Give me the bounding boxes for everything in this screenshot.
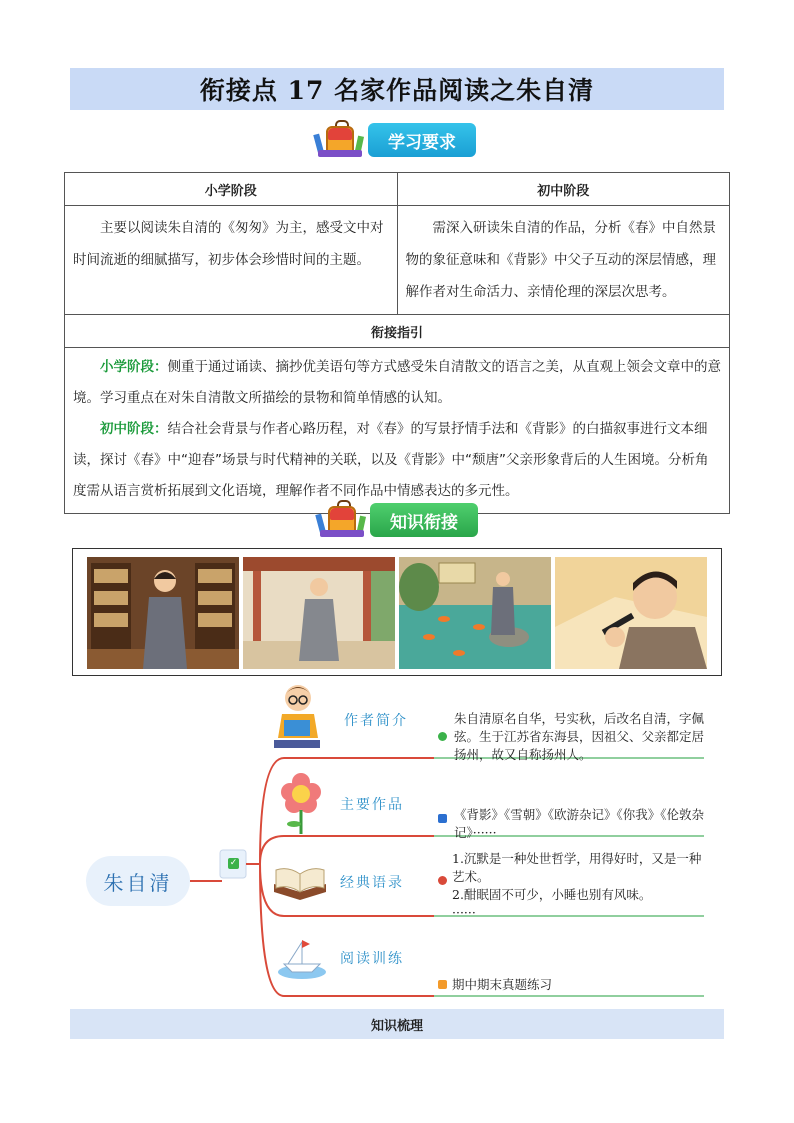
paper-boat-icon xyxy=(276,936,328,980)
branch-label-training: 阅读训练 xyxy=(340,951,404,967)
quotes-text: 1.沉默是一种处世哲学，用得好时，又是一种艺术。 2.酣眠固不可少，小睡也别有风味。 ······ xyxy=(452,851,702,920)
open-book-icon xyxy=(270,862,330,902)
section-label-knowledge: 知识衔接 xyxy=(370,503,478,537)
page-title-bar xyxy=(70,68,724,110)
guide-content xyxy=(65,348,730,514)
reading-boy-icon xyxy=(268,680,326,750)
footer-title: 知识梳理 xyxy=(370,1018,423,1034)
mindmap xyxy=(64,676,734,1006)
illustration-gallery xyxy=(72,548,722,676)
training-bullet-icon xyxy=(438,980,447,989)
page-title: 衔接点 17 名家作品阅读之朱自清 xyxy=(199,76,595,105)
author-bullet-icon xyxy=(438,732,447,741)
illustration-corridor xyxy=(243,557,395,669)
schoolbag-icon xyxy=(314,120,364,160)
flower-icon xyxy=(278,772,324,836)
author-intro-text: 朱自清原名自华，号实秋，后改名自清，字佩弦。生于江苏省东海县，因祖父、父亲都定居扬州，故又自称扬州人。 xyxy=(454,711,705,762)
guide-primary-text: 侧重于通过诵读、摘抄优美语句等方式感受朱自清散文的语言之美，从直观上领会文章中的意境。学习重点在对朱自清散文所描绘的景物和简单情感的认知。 xyxy=(73,359,721,406)
branch-label-author: 作者简介 xyxy=(344,713,408,729)
schoolbag-icon xyxy=(316,500,366,540)
column-header-middle: 初中阶段 xyxy=(397,173,730,206)
training-link[interactable]: 期中期末真题练习 xyxy=(452,977,553,992)
guide-middle-paragraph xyxy=(73,414,721,507)
middle-requirement-text: 需深入研读朱自清的作品，分析《春》中自然景物的象征意味和《背影》中父子互动的深层情感，理解作者对生命活力、亲情伦理的深层次思考。 xyxy=(397,206,730,315)
guide-middle-label: 初中阶段： xyxy=(100,421,168,437)
requirements-table xyxy=(64,172,730,514)
guide-title: 衔接指引 xyxy=(65,315,730,348)
guide-primary-label: 小学阶段： xyxy=(100,359,168,375)
checkbox-icon: ✓ xyxy=(229,858,238,868)
branch-label-works: 主要作品 xyxy=(340,797,404,813)
quotes-bullet-icon xyxy=(438,876,447,885)
primary-requirement-text: 主要以阅读朱自清的《匆匆》为主，感受文中对时间流逝的细腻描写，初步体会珍惜时间的主题。 xyxy=(65,206,398,315)
illustration-library xyxy=(87,557,239,669)
illustration-writing xyxy=(555,557,707,669)
section-heading-requirements xyxy=(314,120,476,160)
works-bullet-icon xyxy=(438,814,447,823)
guide-primary-paragraph xyxy=(73,352,721,414)
main-works-text: 《背影》《雪朝》《欧游杂记》《你我》《伦敦杂记》······ xyxy=(454,807,705,840)
branch-label-quotes: 经典语录 xyxy=(340,875,404,891)
illustration-garden-pond xyxy=(399,557,551,669)
column-header-primary: 小学阶段 xyxy=(65,173,398,206)
footer-section-bar xyxy=(70,1009,724,1039)
section-heading-knowledge xyxy=(316,500,478,540)
section-label-requirements: 学习要求 xyxy=(368,123,476,157)
mindmap-root: 朱自清 xyxy=(86,856,190,906)
guide-middle-text: 结合社会背景与作者心路历程，对《春》的写景抒情手法和《背影》的白描叙事进行文本细读，探讨《春》中“迎春”场景与时代精神的关联，以及《背影》中“颓唐”父亲形象背后的人生困境。分析角度需从语言赏析拓展到文化语境，理解作者不同作品中情感表达的多元性。 xyxy=(73,421,709,499)
